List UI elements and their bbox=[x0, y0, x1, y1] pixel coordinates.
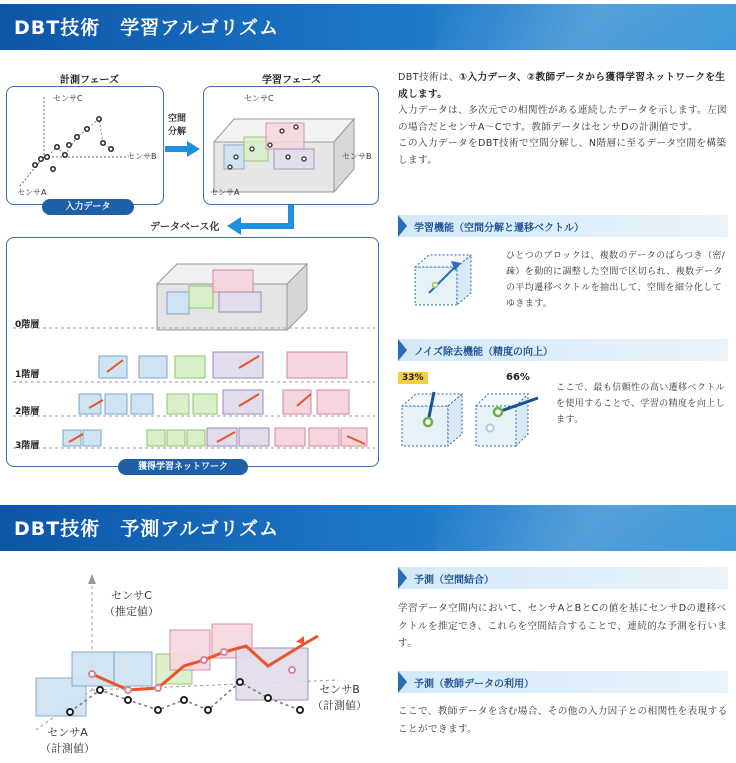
pred-sensor-c bbox=[104, 588, 159, 620]
intro-line-2: 入力データは、多次元での相関性がある連続したデータを示します。左図の場合だとセンサA～Cです。教師データはセンサDの計測値です。 bbox=[398, 105, 728, 133]
layer-1-label: 1階層 bbox=[15, 370, 40, 380]
learning-banner bbox=[0, 4, 736, 50]
measure-sensor-c: センサC bbox=[53, 94, 83, 103]
input-data-pill: 入力データ bbox=[42, 199, 134, 215]
decompose-arrow-icon bbox=[165, 141, 201, 157]
pred-sensor-c-note: （推定値） bbox=[104, 605, 159, 618]
learn-panel bbox=[203, 86, 379, 205]
pct-low-badge: 33% bbox=[398, 372, 428, 384]
hierarchy-panel bbox=[6, 237, 379, 467]
intro-line: DBT技術は、①入力データ、②教師データから獲得学習ネットワークを生成します。 bbox=[398, 72, 726, 100]
measure-sensor-b: センサB bbox=[127, 152, 157, 161]
pred1-heading bbox=[398, 567, 728, 589]
feature1-title: 学習機能（空間分解と遷移ベクトル） bbox=[414, 223, 584, 234]
pred-sensor-a bbox=[40, 725, 95, 757]
learn-sensor-c: センサC bbox=[244, 94, 274, 103]
layer-2-label: 2階層 bbox=[15, 407, 40, 417]
intro-line-3: この入力データをDBT技術で空間分解し、N階層に至るデータ空間を構築します。 bbox=[398, 138, 727, 166]
pred2-text: ここで、教師データを含む場合、その他の入力因子との相関性を表現することができます。 bbox=[398, 706, 728, 735]
network-pill: 獲得学習ネットワーク bbox=[118, 459, 248, 475]
pred-sensor-b bbox=[312, 682, 367, 714]
intro-text bbox=[398, 70, 728, 169]
measure-panel bbox=[6, 86, 164, 205]
learn-phase-label: 学習フェーズ bbox=[262, 75, 321, 86]
pred1-text: 学習データ空間内において、センサAとBとCの値を基にセンサDの遷移ベクトルを推定でき、これらを空間結合することで、連続的な予測を行います。 bbox=[398, 603, 728, 649]
layer-3-label: 3階層 bbox=[15, 441, 40, 451]
feature2-heading bbox=[398, 339, 728, 361]
prediction-title: DBT技術 予測アルゴリズム bbox=[14, 518, 280, 540]
pct-high-label: 66% bbox=[506, 372, 530, 383]
pred-sensor-c-label: センサC bbox=[111, 589, 152, 602]
pred1-title: 予測（空間結合） bbox=[414, 575, 494, 586]
feature1-text: ひとつのブロックは、複数のデータのばらつき（密/疎）を動的に調整した空間で区切られ、複数データの平均遷移ベクトルを抽出して、空間を細分化してゆきます。 bbox=[506, 251, 726, 309]
measure-phase-label: 計測フェーズ bbox=[60, 75, 119, 86]
measure-sensor-a: センサA bbox=[17, 188, 47, 197]
database-label: データベース化 bbox=[150, 222, 220, 233]
pred-sensor-b-note: （計測値） bbox=[312, 699, 367, 712]
pred-sensor-a-label: センサA bbox=[47, 726, 88, 739]
feature2-title: ノイズ除去機能（精度の向上） bbox=[414, 347, 553, 358]
noise-removal-diagram bbox=[398, 384, 548, 454]
pred-sensor-b-label: センサB bbox=[319, 683, 360, 696]
block-cube-icon bbox=[405, 247, 495, 309]
prediction-banner bbox=[0, 505, 736, 551]
decompose-label: 空間 分解 bbox=[168, 114, 187, 137]
pred2-heading bbox=[398, 671, 728, 693]
feature2-text: ここで、最も信頼性の高い遷移ベクトルを使用することで、学習の精度を向上します。 bbox=[556, 383, 726, 425]
layer-0-label: 0階層 bbox=[15, 320, 40, 330]
feature1-heading bbox=[398, 215, 728, 237]
learn-sensor-b: センサB bbox=[342, 152, 372, 161]
pred2-title: 予測（教師データの利用） bbox=[414, 679, 534, 690]
database-arrow-icon bbox=[215, 205, 305, 239]
learning-title: DBT技術 学習アルゴリズム bbox=[14, 17, 280, 39]
learn-sensor-a: センサA bbox=[210, 188, 240, 197]
hierarchy-diagram bbox=[7, 238, 380, 468]
pred-sensor-a-note: （計測値） bbox=[40, 742, 95, 755]
